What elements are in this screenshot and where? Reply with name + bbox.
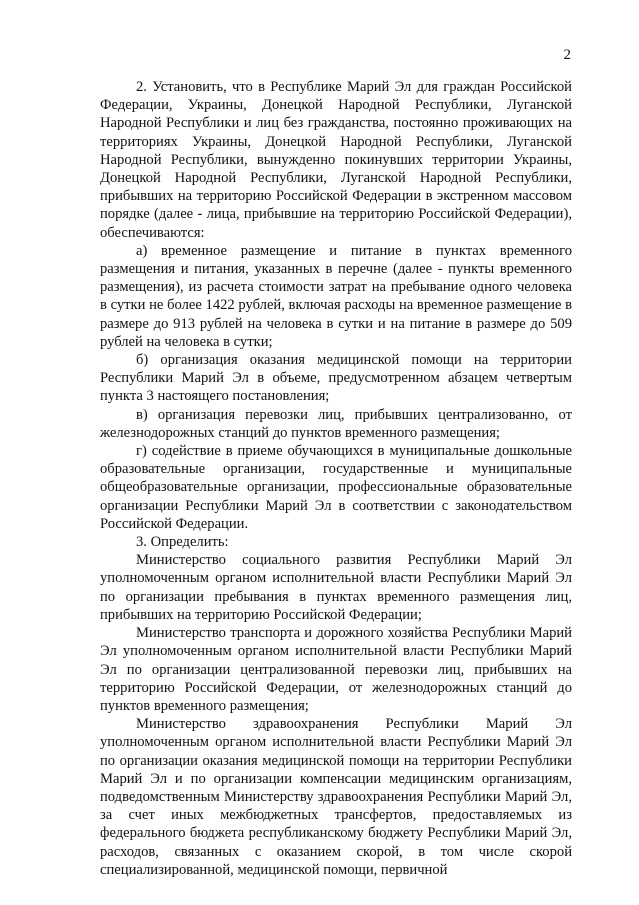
paragraph-item-2: 2. Установить, что в Республике Марий Эл для граждан Российской Федерации, Украины, Донецкой Народной Республики, Луганской Народной Республики и лиц без гражданства, постоянно проживающих на территориях Украины, Донецкой Народной Республики, Луганской Народной Республики, вынужденно покинувших территории Украины, Донецкой Народной Республики, Луганской Народной Республики, прибывших на территорию Российской Федерации в экстренном массовом порядке (далее - лица, прибывшие на территорию Российской Федерации), обеспечиваются: — [100, 79, 572, 241]
paragraph-subitem-a: а) временное размещение и питание в пунктах временного размещения и питания, указанных в перечне (далее - пункты временного размещения), из расчета стоимости затрат на пребывание одного человека в сутки не более 1422 рублей, включая расходы на временное размещение в размере до 913 рублей на человека в сутки и на питание в размере до 509 рублей на человека в сутки; — [100, 242, 572, 350]
document-body — [100, 78, 572, 879]
paragraph-ministry-social: Министерство социального развития Республики Марий Эл уполномоченным органом исполнительной власти Республики Марий Эл по организации пребывания в пунктах временного размещения лиц, прибывших на территорию Российской Федерации; — [100, 552, 572, 623]
paragraph-item-3: 3. Определить: — [136, 534, 229, 551]
paragraph-subitem-v: в) организация перевозки лиц, прибывших централизованно, от железнодорожных станций до пунктов временного размещения; — [100, 406, 572, 441]
paragraph-ministry-health: Министерство здравоохранения Республики Марий Эл уполномоченным органом исполнительной власти Республики Марий Эл по организации оказания медицинской помощи на территории Республики Марий Эл и по организации компенсации медицинским организациям, подведомственным Министерству здравоохранения Республики Марий Эл, за счет иных межбюджетных трансфертов, предоставляемых из федерального бюджета республиканскому бюджету Республики Марий Эл, расходов, связанных с оказанием скорой, в том числе скорой специализированной, медицинской помощи, первичной — [100, 716, 572, 878]
paragraph-subitem-g: г) содействие в приеме обучающихся в муниципальные дошкольные образовательные организации, государственные и муниципальные общеобразовательные организации, профессиональные образовательные организации Республики Марий Эл в соответствии с законодательством Российской Федерации. — [100, 443, 572, 532]
paragraph-subitem-b: б) организация оказания медицинской помощи на территории Республики Марий Эл в объеме, предусмотренном абзацем четвертым пункта 3 настоящего постановления; — [100, 352, 572, 405]
paragraph-ministry-transport: Министерство транспорта и дорожного хозяйства Республики Марий Эл уполномоченным органом исполнительной власти Республики Марий Эл по организации централизованной перевозки лиц, прибывших на территорию Российской Федерации, от железнодорожных станций до пунктов временного размещения; — [100, 625, 572, 714]
page-number: 2 — [563, 47, 571, 63]
